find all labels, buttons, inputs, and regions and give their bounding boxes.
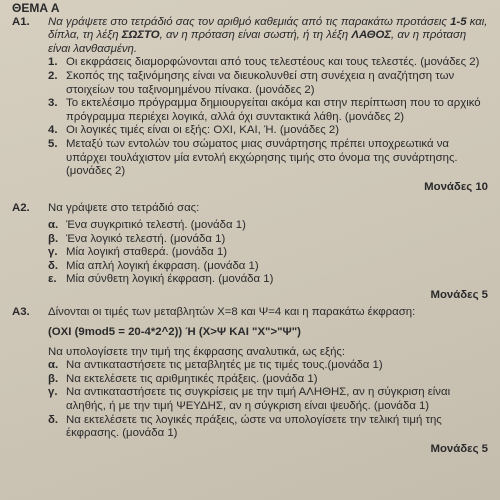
question-number: Α3. (12, 306, 30, 319)
logical-expression: (ΟΧΙ (9mod5 = 20-4*2^2)) Ή (Χ>Ψ ΚΑΙ "Χ">"Ψ") (48, 326, 301, 339)
question-a1 (12, 16, 488, 179)
list-item: δ. Να εκτελέσετε τις λογικές πράξεις, ώστε να υπολογίσετε την τελική τιμή της έκφρασης. (μονάδα 1) (48, 413, 442, 440)
list-item: 1. Οι εκφράσεις διαμορφώνονται από τους τελεστέους και τους τελεστές. (μονάδες 2) (48, 56, 480, 69)
question-number: Α2. (12, 202, 30, 215)
list-item: 3. Το εκτελέσιμο πρόγραμμα δημιουργείται ακόμα και στην περίπτωση που το αρχικό πρόγραμμα περιέχει λογικά, αλλά όχι συντακτικά λάθη. (μονάδες 2) (48, 97, 481, 123)
marks-a2: Μονάδες 5 (430, 288, 488, 301)
list-item: γ. Μία λογική σταθερά. (μονάδα 1) (48, 246, 227, 259)
question-number: Α1. (12, 15, 30, 28)
section-heading: ΘΕΜΑ Α (12, 1, 60, 15)
list-item: γ. Να αντικαταστήσετε τις συγκρίσεις με την τιμή ΑΛΗΘΗΣ, αν η σύγκριση είναι αληθής, ή με την τιμή ΨΕΥΔΗΣ, αν η σύγκριση είναι ψευδής. (μονάδα 1) (48, 386, 451, 413)
list-item: ε. Μία σύνθετη λογική έκφραση. (μονάδα 1) (48, 273, 274, 286)
list-item: 4. Οι λογικές τιμές είναι οι εξής: ΟΧΙ, ΚΑΙ, Ή. (μονάδες 2) (48, 124, 340, 137)
question-intro: Να γράψετε στο τετράδιό σας: (48, 202, 200, 215)
list-item: α. Ένα συγκριτικό τελεστή. (μονάδα 1) (48, 218, 246, 231)
question-a2 (12, 202, 488, 287)
sub-intro: Να υπολογίσετε την τιμή της έκφρασης αναλυτικά, ως εξής: (48, 345, 346, 358)
marks-a3: Μονάδες 5 (430, 442, 488, 455)
question-intro: Δίνονται οι τιμές των μεταβλητών Χ=8 και Ψ=4 και η παρακάτω έκφραση: (48, 306, 416, 319)
list-item: β. Να εκτελέσετε τις αριθμητικές πράξεις. (μονάδα 1) (48, 372, 318, 385)
question-body (48, 202, 488, 287)
question-intro: Να γράψετε στο τετράδιό σας τον αριθμό καθεμιάς από τις παρακάτω προτάσεις 1-5 και, δίπλα, τη λέξη ΣΩΣΤΟ, αν η πρόταση είναι σωστή, ή τη λέξη ΛΑΘΟΣ, αν η πρόταση είναι λανθασμένη. (48, 15, 488, 55)
step-list (48, 359, 488, 441)
list-item: δ. Μία απλή λογική έκφραση. (μονάδα 1) (48, 259, 259, 272)
question-body (48, 306, 488, 440)
question-a3 (12, 306, 488, 440)
list-item: 2. Σκοπός της ταξινόμησης είναι να διευκολυνθεί στη συνέχεια η αναζήτηση των στοιχείων του ταξινομημένου πίνακα. (μονάδες 2) (48, 69, 455, 96)
list-item: α. Να αντικαταστήσετε τις μεταβλητές με τις τιμές τους.(μονάδα 1) (48, 359, 383, 372)
list-item: β. Ένα λογικό τελεστή. (μονάδα 1) (48, 232, 226, 245)
list-item: 5. Μεταξύ των εντολών του σώματος μιας συνάρτησης πρέπει υποχρεωτικά να υπάρχει τουλάχιστον μία εντολή εκχώρησης τιμής στο όνομα της συνάρτησης. (μονάδες 2) (48, 137, 458, 178)
task-list (48, 219, 488, 287)
question-body (48, 16, 488, 179)
marks-a1: Μονάδες 10 (424, 180, 488, 193)
statement-list (48, 56, 488, 178)
